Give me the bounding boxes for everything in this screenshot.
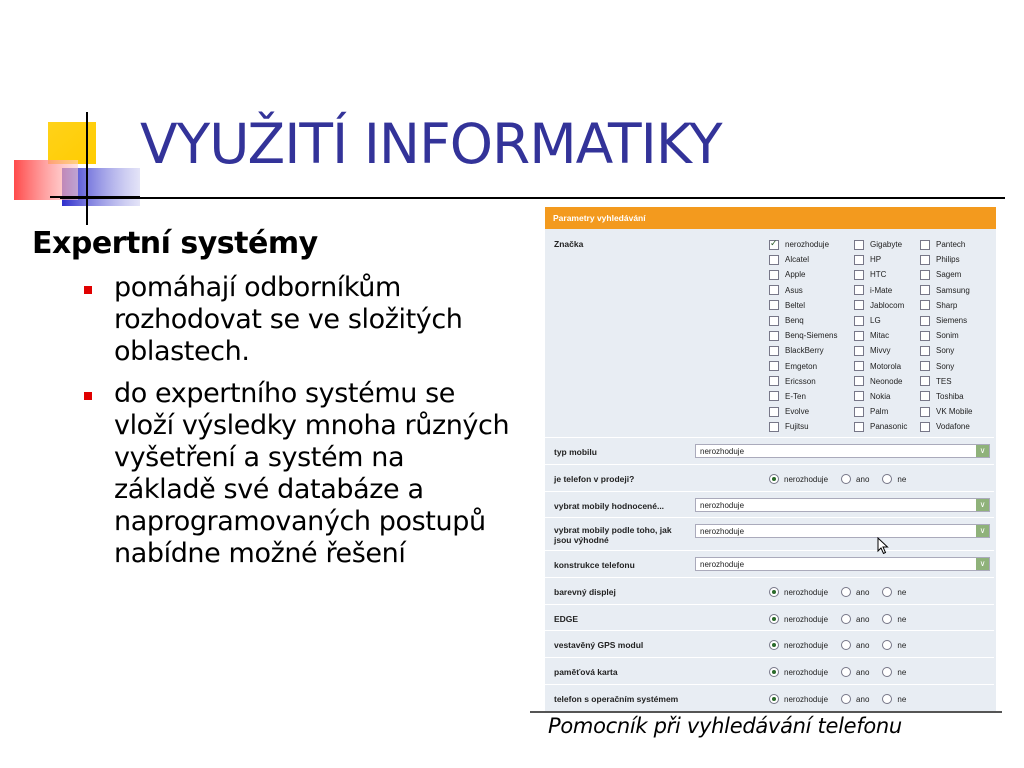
brand-option-label: Benq-Siemens bbox=[785, 331, 838, 341]
brand-checkbox[interactable] bbox=[769, 240, 779, 250]
brand-option[interactable] bbox=[920, 313, 972, 328]
parameter-row bbox=[545, 517, 994, 551]
brand-checkbox[interactable] bbox=[920, 255, 930, 265]
radio-option[interactable] bbox=[841, 640, 869, 650]
brand-checkbox[interactable] bbox=[854, 376, 864, 386]
select-value: nerozhoduje bbox=[700, 501, 745, 510]
radio-option-label: ne bbox=[897, 474, 907, 484]
brand-checkbox[interactable] bbox=[920, 361, 930, 371]
brand-checkbox[interactable] bbox=[854, 240, 864, 250]
brand-checkbox[interactable] bbox=[769, 422, 779, 432]
radio-button[interactable] bbox=[841, 694, 851, 704]
select-value: nerozhoduje bbox=[700, 560, 745, 569]
title-divider bbox=[60, 197, 1005, 199]
brand-option-label: Panasonic bbox=[870, 422, 908, 432]
radio-button[interactable] bbox=[769, 474, 779, 484]
radio-option[interactable] bbox=[841, 694, 869, 704]
brand-checkbox[interactable] bbox=[769, 255, 779, 265]
radio-button[interactable] bbox=[882, 694, 892, 704]
radio-button[interactable] bbox=[769, 640, 779, 650]
brand-option[interactable] bbox=[920, 298, 972, 313]
brand-option[interactable] bbox=[854, 328, 907, 343]
parameter-select[interactable] bbox=[695, 444, 990, 458]
brand-checkbox[interactable] bbox=[920, 316, 930, 326]
brand-checkbox[interactable] bbox=[854, 285, 864, 295]
brand-option[interactable] bbox=[920, 419, 972, 434]
brand-option-label: HTC bbox=[870, 270, 887, 280]
brand-option-label: Pantech bbox=[936, 240, 966, 250]
brand-option[interactable] bbox=[769, 419, 837, 434]
radio-group bbox=[769, 614, 919, 624]
radio-option-label: nerozhoduje bbox=[784, 667, 829, 677]
radio-option[interactable] bbox=[769, 474, 828, 484]
brand-option[interactable] bbox=[769, 343, 837, 358]
brand-option[interactable] bbox=[854, 283, 907, 298]
slide-title: VYUŽITÍ INFORMATIKY bbox=[140, 112, 722, 176]
radio-button[interactable] bbox=[882, 614, 892, 624]
brand-option-label: Gigabyte bbox=[870, 240, 903, 250]
radio-option-label: ne bbox=[897, 640, 907, 650]
brand-column bbox=[920, 237, 972, 434]
parameter-row bbox=[545, 657, 994, 685]
parameter-label: vybrat mobily podle toho, jak jsou výhodné bbox=[554, 525, 672, 545]
brand-option-label: Siemens bbox=[936, 316, 968, 326]
radio-option-label: nerozhoduje bbox=[784, 640, 829, 650]
panel-bottom-border bbox=[530, 711, 1002, 713]
brand-option-label: Toshiba bbox=[936, 391, 964, 401]
radio-option[interactable] bbox=[882, 667, 906, 677]
radio-option[interactable] bbox=[841, 614, 869, 624]
brand-option-label: LG bbox=[870, 316, 881, 326]
brand-checkbox[interactable] bbox=[920, 285, 930, 295]
brand-option-label: Apple bbox=[785, 270, 806, 280]
brand-option[interactable] bbox=[854, 404, 907, 419]
brand-option-label: Sharp bbox=[936, 300, 958, 310]
brand-option[interactable] bbox=[769, 374, 837, 389]
brand-option-label: Mitac bbox=[870, 331, 890, 341]
brand-option-label: Sony bbox=[936, 346, 955, 356]
brand-column bbox=[854, 237, 907, 434]
brand-checkbox[interactable] bbox=[854, 270, 864, 280]
chevron-down-icon[interactable]: ∨ bbox=[976, 558, 989, 570]
brand-option-label: Jablocom bbox=[870, 300, 905, 310]
radio-button[interactable] bbox=[882, 474, 892, 484]
brand-column bbox=[769, 237, 837, 434]
radio-button[interactable] bbox=[769, 587, 779, 597]
brand-checkbox[interactable] bbox=[854, 255, 864, 265]
screenshot-caption: Pomocník při vyhledávání telefonu bbox=[548, 714, 902, 738]
brand-option-label: Nokia bbox=[870, 391, 891, 401]
brand-option-label: Neonode bbox=[870, 376, 903, 386]
parameter-select[interactable] bbox=[695, 498, 990, 512]
radio-button[interactable] bbox=[841, 667, 851, 677]
brand-checkbox[interactable] bbox=[769, 270, 779, 280]
brand-option[interactable] bbox=[769, 389, 837, 404]
brand-option-label: Emgeton bbox=[785, 361, 818, 371]
select-value: nerozhoduje bbox=[700, 527, 745, 536]
brand-checkbox[interactable] bbox=[920, 376, 930, 386]
radio-option[interactable] bbox=[882, 474, 906, 484]
brand-checkbox[interactable] bbox=[769, 331, 779, 341]
brand-checkbox[interactable] bbox=[920, 346, 930, 356]
brand-option-label: Beltel bbox=[785, 300, 806, 310]
bullet-text: pomáhají odborníkům rozhodovat se ve složitých oblastech. bbox=[114, 272, 463, 367]
brand-option[interactable] bbox=[769, 298, 837, 313]
radio-option-label: ne bbox=[897, 614, 907, 624]
parameter-row bbox=[545, 464, 994, 492]
square-bullet-icon bbox=[84, 286, 92, 294]
radio-option-label: nerozhoduje bbox=[784, 694, 829, 704]
brand-option[interactable] bbox=[920, 389, 972, 404]
mouse-cursor-icon bbox=[877, 537, 889, 555]
radio-option[interactable] bbox=[769, 614, 828, 624]
brand-option-label: Samsung bbox=[936, 285, 970, 295]
parameter-row bbox=[545, 437, 994, 465]
radio-option[interactable] bbox=[882, 694, 906, 704]
brand-checkbox[interactable] bbox=[854, 316, 864, 326]
brand-checkbox[interactable] bbox=[920, 391, 930, 401]
radio-option[interactable] bbox=[769, 640, 828, 650]
brand-option[interactable] bbox=[769, 359, 837, 374]
radio-option-label: ano bbox=[856, 587, 870, 597]
brand-option[interactable] bbox=[920, 359, 972, 374]
search-parameters-panel bbox=[545, 207, 996, 712]
radio-option-label: ano bbox=[856, 667, 870, 677]
chevron-down-icon[interactable]: ∨ bbox=[976, 445, 989, 457]
radio-button[interactable] bbox=[882, 667, 892, 677]
parameter-label: vestavěný GPS modul bbox=[554, 640, 644, 650]
radio-group bbox=[769, 667, 919, 677]
square-bullet-icon bbox=[84, 392, 92, 400]
bullet-item bbox=[82, 378, 512, 570]
radio-option[interactable] bbox=[769, 587, 828, 597]
brand-checkbox[interactable] bbox=[920, 300, 930, 310]
radio-option[interactable] bbox=[882, 587, 906, 597]
radio-group bbox=[769, 474, 919, 484]
radio-button[interactable] bbox=[841, 587, 851, 597]
radio-option[interactable] bbox=[841, 587, 869, 597]
brand-checkbox[interactable] bbox=[769, 361, 779, 371]
brand-option-label: Asus bbox=[785, 285, 803, 295]
bullet-list bbox=[82, 272, 512, 580]
brand-option[interactable] bbox=[920, 343, 972, 358]
parameter-label: typ mobilu bbox=[554, 447, 597, 457]
brand-option[interactable] bbox=[854, 343, 907, 358]
radio-button[interactable] bbox=[882, 640, 892, 650]
radio-button[interactable] bbox=[882, 587, 892, 597]
parameter-row bbox=[545, 550, 994, 578]
brand-checkbox[interactable] bbox=[769, 407, 779, 417]
radio-option-label: ne bbox=[897, 694, 907, 704]
radio-option-label: nerozhoduje bbox=[784, 614, 829, 624]
brand-option[interactable] bbox=[854, 389, 907, 404]
brand-option[interactable] bbox=[920, 267, 972, 282]
brand-checkbox[interactable] bbox=[854, 422, 864, 432]
brand-option-label: Motorola bbox=[870, 361, 902, 371]
brand-option-label: Ericsson bbox=[785, 376, 816, 386]
bullet-text: do expertního systému se vloží výsledky mnoha různých vyšetření a systém na základě své databáze a naprogramovaných postupů nabídne možné řešení bbox=[114, 378, 510, 569]
brand-option-label: Fujitsu bbox=[785, 422, 809, 432]
parameter-label: konstrukce telefonu bbox=[554, 560, 635, 570]
brand-checkbox[interactable] bbox=[854, 361, 864, 371]
parameter-row bbox=[545, 630, 994, 658]
parameter-label: vybrat mobily hodnocené... bbox=[554, 501, 665, 511]
chevron-down-icon[interactable]: ∨ bbox=[976, 499, 989, 511]
radio-option[interactable] bbox=[769, 694, 828, 704]
brand-checkbox[interactable] bbox=[854, 346, 864, 356]
brand-option[interactable] bbox=[769, 328, 837, 343]
brand-checkbox[interactable] bbox=[920, 407, 930, 417]
parameter-label: EDGE bbox=[554, 614, 579, 624]
brand-checkbox[interactable] bbox=[854, 391, 864, 401]
brand-option[interactable] bbox=[769, 283, 837, 298]
brand-option[interactable] bbox=[769, 252, 837, 267]
decorative-squares-logo bbox=[0, 100, 150, 230]
brand-option[interactable] bbox=[920, 328, 972, 343]
brand-option-label: Sony bbox=[936, 361, 955, 371]
brand-checkbox[interactable] bbox=[769, 346, 779, 356]
chevron-down-icon[interactable]: ∨ bbox=[976, 525, 989, 537]
brand-option[interactable] bbox=[769, 404, 837, 419]
brand-option[interactable] bbox=[854, 419, 907, 434]
brand-checkbox[interactable] bbox=[854, 331, 864, 341]
radio-group bbox=[769, 640, 919, 650]
brand-checkbox[interactable] bbox=[920, 240, 930, 250]
brand-option[interactable] bbox=[920, 237, 972, 252]
panel-header: Parametry vyhledávání bbox=[545, 207, 996, 229]
radio-button[interactable] bbox=[841, 474, 851, 484]
brand-label: Značka bbox=[554, 239, 584, 249]
brand-option-label: HP bbox=[870, 255, 882, 265]
brand-checkbox[interactable] bbox=[769, 316, 779, 326]
brand-option-label: nerozhoduje bbox=[785, 240, 830, 250]
brand-option-label: Evolve bbox=[785, 407, 810, 417]
radio-option[interactable] bbox=[769, 667, 828, 677]
parameter-row bbox=[545, 577, 994, 605]
radio-option[interactable] bbox=[882, 614, 906, 624]
brand-option-label: BlackBerry bbox=[785, 346, 824, 356]
radio-option-label: ano bbox=[856, 614, 870, 624]
radio-option-label: ne bbox=[897, 587, 907, 597]
brand-option[interactable] bbox=[920, 252, 972, 267]
parameter-label: je telefon v prodeji? bbox=[554, 474, 635, 484]
brand-checkbox[interactable] bbox=[769, 376, 779, 386]
brand-option-label: Sonim bbox=[936, 331, 959, 341]
radio-option-label: ne bbox=[897, 667, 907, 677]
bullet-item bbox=[82, 272, 512, 368]
brand-option-label: Mivvy bbox=[870, 346, 891, 356]
parameter-row bbox=[545, 604, 994, 631]
radio-option-label: ano bbox=[856, 694, 870, 704]
radio-button[interactable] bbox=[841, 640, 851, 650]
brand-checkbox[interactable] bbox=[769, 300, 779, 310]
brand-option-label: Palm bbox=[870, 407, 889, 417]
radio-option-label: ano bbox=[856, 474, 870, 484]
brand-option-label: Alcatel bbox=[785, 255, 810, 265]
radio-button[interactable] bbox=[841, 614, 851, 624]
brand-option-label: TES bbox=[936, 376, 952, 386]
parameter-select[interactable] bbox=[695, 557, 990, 571]
brand-option-label: Philips bbox=[936, 255, 960, 265]
brand-option-label: i-Mate bbox=[870, 285, 893, 295]
brand-option[interactable] bbox=[769, 237, 837, 252]
brand-option-label: Benq bbox=[785, 316, 804, 326]
parameter-row bbox=[545, 684, 994, 712]
brand-option[interactable] bbox=[769, 267, 837, 282]
brand-checkbox[interactable] bbox=[769, 391, 779, 401]
radio-option-label: nerozhoduje bbox=[784, 474, 829, 484]
brand-checkbox[interactable] bbox=[920, 422, 930, 432]
parameter-select[interactable] bbox=[695, 524, 990, 538]
radio-button[interactable] bbox=[769, 667, 779, 677]
brand-option[interactable] bbox=[854, 267, 907, 282]
parameter-label: telefon s operačním systémem bbox=[554, 694, 679, 704]
parameter-label: barevný displej bbox=[554, 587, 616, 597]
radio-option[interactable] bbox=[882, 640, 906, 650]
brand-option-label: E-Ten bbox=[785, 391, 806, 401]
brand-option[interactable] bbox=[854, 359, 907, 374]
radio-group bbox=[769, 587, 919, 597]
brand-option[interactable] bbox=[769, 313, 837, 328]
radio-option-label: nerozhoduje bbox=[784, 587, 829, 597]
brand-checkbox[interactable] bbox=[854, 407, 864, 417]
brand-option-label: Vodafone bbox=[936, 422, 970, 432]
brand-option-label: Sagem bbox=[936, 270, 962, 280]
radio-group bbox=[769, 694, 919, 704]
section-heading: Expertní systémy bbox=[32, 226, 318, 261]
radio-option[interactable] bbox=[841, 667, 869, 677]
brand-option[interactable] bbox=[920, 374, 972, 389]
brand-checkbox[interactable] bbox=[769, 285, 779, 295]
radio-button[interactable] bbox=[769, 694, 779, 704]
brand-option[interactable] bbox=[854, 252, 907, 267]
brand-option[interactable] bbox=[854, 313, 907, 328]
parameter-row bbox=[545, 491, 994, 518]
brand-option-label: VK Mobile bbox=[936, 407, 973, 417]
radio-option[interactable] bbox=[841, 474, 869, 484]
brand-checkbox[interactable] bbox=[854, 300, 864, 310]
brand-option[interactable] bbox=[854, 298, 907, 313]
brand-option[interactable] bbox=[920, 283, 972, 298]
brand-option[interactable] bbox=[854, 374, 907, 389]
brand-checkbox[interactable] bbox=[920, 331, 930, 341]
brand-option[interactable] bbox=[854, 237, 907, 252]
select-value: nerozhoduje bbox=[700, 447, 745, 456]
brand-option[interactable] bbox=[920, 404, 972, 419]
parameter-label: paměťová karta bbox=[554, 667, 618, 677]
brand-checkbox[interactable] bbox=[920, 270, 930, 280]
radio-option-label: ano bbox=[856, 640, 870, 650]
radio-button[interactable] bbox=[769, 614, 779, 624]
